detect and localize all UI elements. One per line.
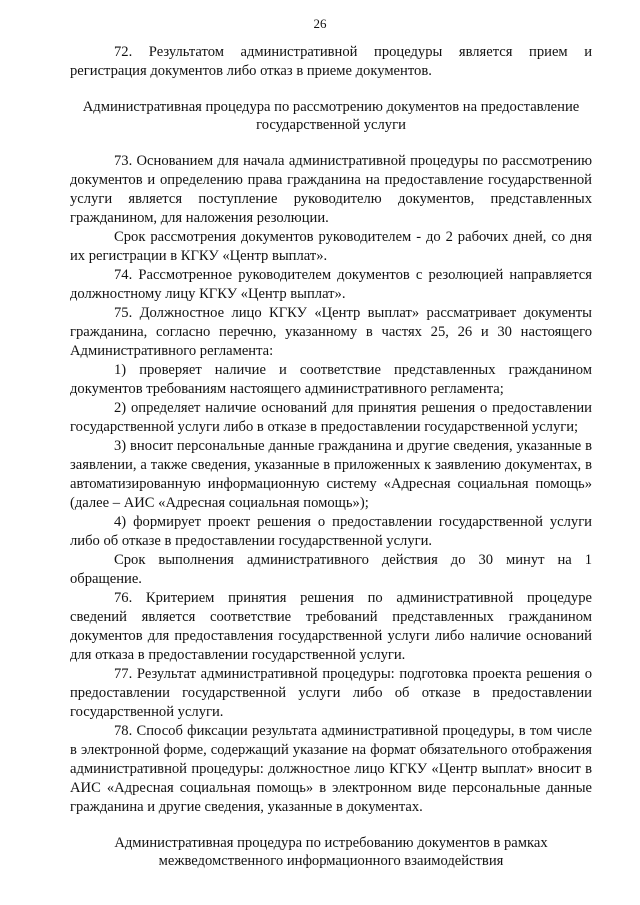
page-number: 26 [313, 16, 327, 31]
document-body [70, 43, 592, 870]
heading-line: Административная процедура по истребованию документов в рамках [114, 835, 548, 851]
spacer [70, 81, 592, 98]
paragraph-77: 77. Результат административной процедуры: подготовка проекта решения о предоставлении государственной услуги либо об отказе в предоставлении государственной услуги. [70, 666, 592, 720]
heading-line: Административная процедура по рассмотрению документов на предоставление [82, 99, 580, 115]
spacer [70, 817, 592, 834]
paragraph-72: 72. Результатом административной процедуры является прием и регистрация документов либо отказ в приеме документов. [70, 44, 592, 79]
paragraph-76: 76. Критерием принятия решения по административной процедуре сведений является соответствие требований представленных гражданином документов для предоставления государственной услуги либо наличие оснований для отказа в предоставлении государственной услуги. [70, 590, 592, 663]
paragraph-75: 75. Должностное лицо КГКУ «Центр выплат» рассматривает документы гражданина, согласно перечню, указанному в частях 25, 26 и 30 настоящего Административного регламента: [70, 305, 592, 359]
spacer [70, 134, 592, 152]
list-item-4: 4) формирует проект решения о предоставлении государственной услуги либо об отказе в предоставлении государственной услуги. [70, 514, 592, 549]
paragraph-78: 78. Способ фиксации результата административной процедуры, в том числе в электронной форме, содержащий указание на формат обязательного отображения административной процедуры: должностное лицо КГКУ «Центр выплат» вносит в АИС «Адресная социальная помощь» в электронном виде персональные данные гражданина и другие сведения, указанные в документах. [70, 723, 592, 815]
list-item-2: 2) определяет наличие оснований для принятия решения о предоставлении государственной услуги либо в отказе в предоставлении государственной услуги; [70, 400, 592, 435]
heading-line: государственной услуги [256, 117, 406, 133]
paragraph-review-term: Срок рассмотрения документов руководителем - до 2 рабочих дней, со дня их регистрации в КГКУ «Центр выплат». [70, 229, 592, 264]
list-item-3: 3) вносит персональные данные гражданина и другие сведения, указанные в заявлении, а также сведения, указанные в приложенных к заявлению документах, в автоматизированную информационную систему «Адресная социальная помощь» (далее – АИС «Адресная социальная помощь»); [70, 438, 592, 511]
heading-line: межведомственного информационного взаимодействия [158, 853, 504, 869]
paragraph-74: 74. Рассмотренное руководителем документов с резолюцией направляется должностному лицу КГКУ «Центр выплат». [70, 267, 592, 302]
paragraph-73: 73. Основанием для начала административной процедуры по рассмотрению документов и определению права гражданина на предоставление государственной услуги является поступление руководителю документов, представленных гражданином, для наложения резолюции. [70, 153, 592, 226]
section-heading-request-documents [70, 834, 592, 870]
paragraph-action-term: Срок выполнения административного действия до 30 минут на 1 обращение. [70, 552, 592, 587]
list-item-1: 1) проверяет наличие и соответствие представленных гражданином документов требованиям настоящего административного регламента; [70, 362, 592, 397]
section-heading-review-documents [70, 98, 592, 134]
